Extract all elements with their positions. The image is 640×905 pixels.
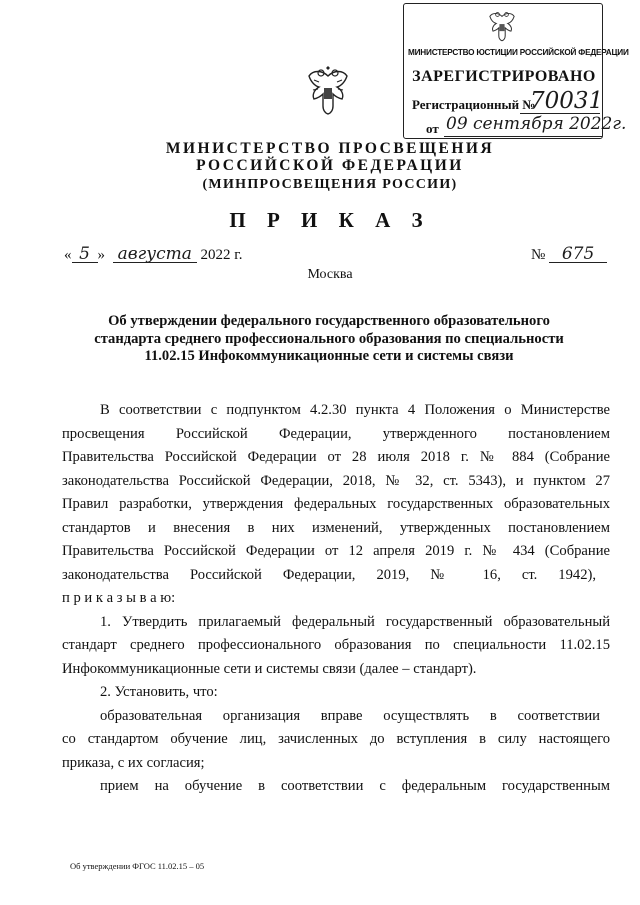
stamp-date-value: 09 сентября 2022г. xyxy=(446,114,627,134)
body-line: прием на обучение в соответствии с федеральным государственным xyxy=(100,778,610,794)
quote-open: « xyxy=(64,247,72,263)
body-line: 1. Утвердить прилагаемый федеральный государственный образовательный xyxy=(100,613,610,630)
stamp-registered-label: ЗАРЕГИСТРИРОВАНО xyxy=(412,68,596,85)
coat-of-arms-icon xyxy=(487,10,517,42)
subject-line: 11.02.15 Инфокоммуникационные сети и системы связи xyxy=(144,348,514,364)
date-month: августа xyxy=(113,246,197,263)
body-line: Правил разработки, утверждения федеральных государственных образовательных xyxy=(62,496,610,512)
body-line: законодательства Российской Федерации, 2019, № 16, ст. 1942), xyxy=(62,566,596,583)
document-subject xyxy=(60,313,598,366)
stamp-reg-number-value: 70031 xyxy=(530,88,604,114)
number-value: 675 xyxy=(549,246,607,263)
registration-stamp xyxy=(403,3,629,139)
footer-note: Об утверждении ФГОС 11.02.15 – 05 xyxy=(70,861,205,871)
body-line: со стандартом обучение лиц, зачисленных до вступления в силу настоящего xyxy=(62,731,610,747)
ministry-name-line1: МИНИСТЕРСТВО ПРОСВЕЩЕНИЯ xyxy=(165,140,495,157)
stamp-underline xyxy=(444,136,602,137)
body-line: Правительства Российской Федерации от 28 июля 2018 г. № 884 (Собрание xyxy=(62,449,610,465)
document-body xyxy=(62,399,610,799)
date-day: 5 xyxy=(72,246,98,263)
body-line: стандартов и внесения в них изменений, утвержденных постановлением xyxy=(62,519,610,536)
body-line: 2. Установить, что: xyxy=(100,684,218,700)
coat-of-arms-icon xyxy=(305,66,351,116)
stamp-date-label: от xyxy=(426,121,439,136)
body-line: стандарт среднего профессионального образования по специальности 11.02.15 xyxy=(62,637,610,653)
body-line: образовательная организация вправе осуществлять в соответствии xyxy=(100,707,600,724)
body-line: приказа, с их согласия; xyxy=(62,754,205,771)
subject-line: Об утверждении федерального государственного образовательного xyxy=(108,313,550,329)
body-line: Правительства Российской Федерации от 12 апреля 2019 г. № 434 (Собрание xyxy=(62,543,610,559)
body-line: просвещения Российской Федерации, утвержденного постановлением xyxy=(62,425,610,442)
quote-close: » xyxy=(97,247,105,263)
stamp-ministry-name: МИНИСТЕРСТВО ЮСТИЦИИ РОССИЙСКОЙ ФЕДЕРАЦИИ xyxy=(408,48,629,57)
ministry-name-line2: РОССИЙСКОЙ ФЕДЕРАЦИИ xyxy=(196,157,464,174)
date-year: 2022 г. xyxy=(200,247,243,263)
body-line: В соответствии с подпунктом 4.2.30 пункта 4 Положения о Министерстве xyxy=(100,402,610,418)
number-label: № xyxy=(531,247,546,263)
stamp-reg-number-label: Регистрационный № xyxy=(412,97,536,112)
document-type-title: П Р И К А З xyxy=(229,208,431,232)
body-line: п р и к а з ы в а ю: xyxy=(62,590,176,606)
city: Москва xyxy=(307,267,353,282)
subject-line: стандарта среднего профессионального образования по специальности xyxy=(94,330,564,347)
order-date xyxy=(64,246,242,264)
body-line: законодательства Российской Федерации, 2018, № 32, ст. 5343), и пунктом 27 xyxy=(62,472,610,489)
order-number xyxy=(531,246,607,264)
ministry-short-name: (МИНПРОСВЕЩЕНИЯ РОССИИ) xyxy=(202,177,458,192)
body-line: Инфокоммуникационные сети и системы связи (далее – стандарт). xyxy=(62,660,477,677)
